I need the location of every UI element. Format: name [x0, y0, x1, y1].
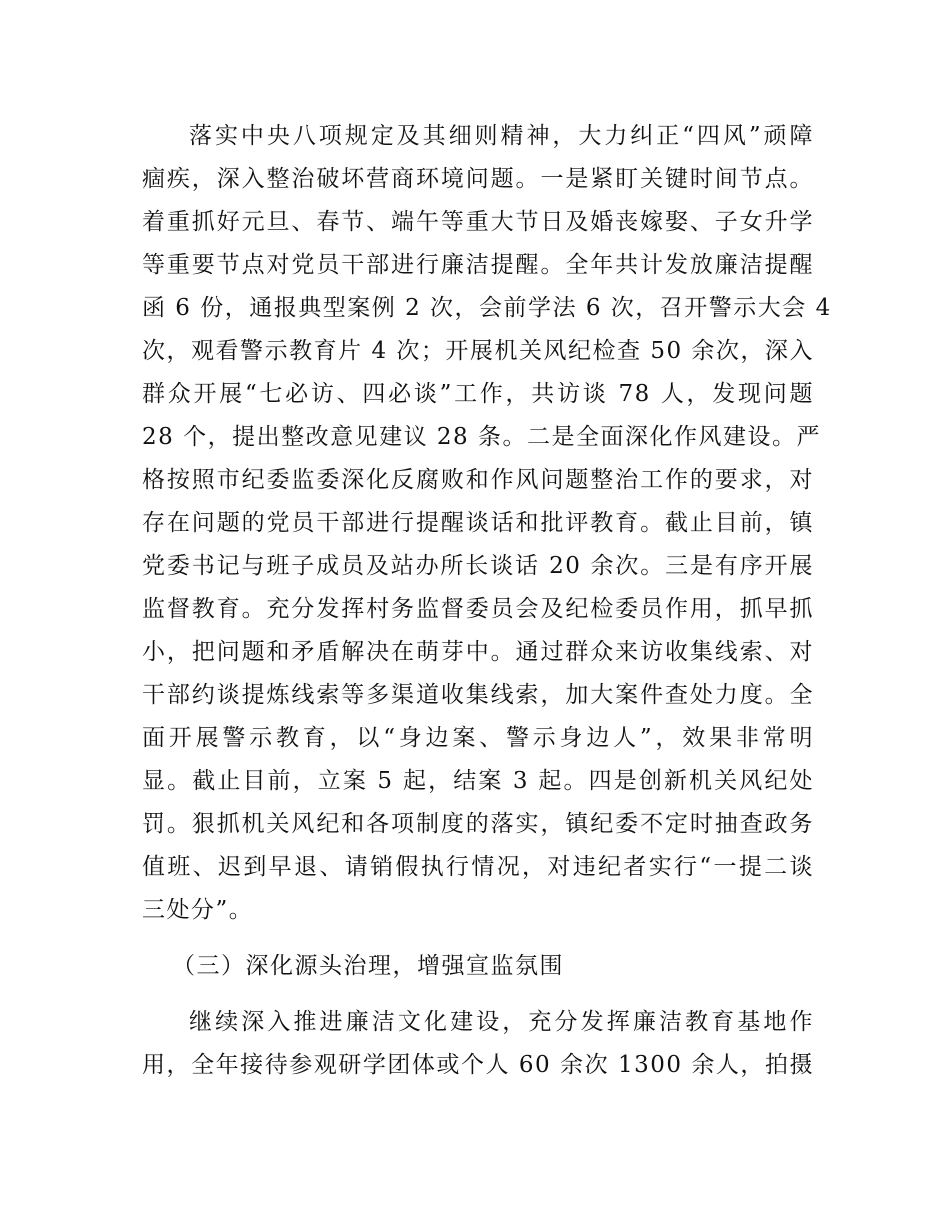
paragraph-1-line-10: 存在问题的党员干部进行提醒谈话和批评教育。截止目前，镇 — [142, 510, 814, 536]
paragraph-2-line-2: 用，全年接待参观研学团体或个人 60 余次 1300 余人，拍摄 — [142, 1052, 814, 1078]
paragraph-1-line-9: 格按照市纪委监委深化反腐败和作风问题整治工作的要求，对 — [142, 467, 814, 493]
paragraph-2-line-1: 继续深入推进廉洁文化建设，充分发挥廉洁教育基地作 — [189, 1009, 814, 1035]
paragraph-1-line-7: 群众开展“七必访、四必谈”工作，共访谈 78 人，发现问题 — [142, 381, 814, 407]
paragraph-1-line-6: 次，观看警示教育片 4 次；开展机关风纪检查 50 余次，深入 — [142, 338, 814, 364]
paragraph-1-line-2: 痼疾，深入整治破坏营商环境问题。一是紧盯关键时间节点。 — [142, 166, 814, 192]
paragraph-1-line-8: 28 个，提出整改意见建议 28 条。二是全面深化作风建设。严 — [142, 424, 821, 450]
paragraph-1-line-14: 干部约谈提炼线索等多渠道收集线索，加大案件查处力度。全 — [142, 682, 814, 708]
section-heading: （三）深化源头治理，增强宣监氛围 — [172, 953, 564, 979]
paragraph-1-line-17: 罚。狠抓机关风纪和各项制度的落实，镇纪委不定时抽查政务 — [142, 811, 814, 837]
paragraph-1-line-19: 三处分”。 — [142, 897, 254, 923]
paragraph-1-line-3: 着重抓好元旦、春节、端午等重大节日及婚丧嫁娶、子女升学 — [142, 209, 814, 235]
paragraph-1-line-5: 函 6 份，通报典型案例 2 次，会前学法 6 次，召开警示大会 4 — [142, 295, 832, 321]
paragraph-1-line-11: 党委书记与班子成员及站办所长谈话 20 余次。三是有序开展 — [142, 553, 814, 579]
paragraph-1-line-4: 等重要节点对党员干部进行廉洁提醒。全年共计发放廉洁提醒 — [142, 252, 814, 278]
paragraph-1-line-1: 落实中央八项规定及其细则精神，大力纠正“四风”顽障 — [189, 123, 814, 149]
paragraph-1-line-15: 面开展警示教育，以“身边案、警示身边人”，效果非常明 — [142, 725, 814, 751]
paragraph-1-line-12: 监督教育。充分发挥村务监督委员会及纪检委员作用，抓早抓 — [142, 596, 814, 622]
paragraph-1-line-16: 显。截止目前，立案 5 起，结案 3 起。四是创新机关风纪处 — [142, 768, 814, 794]
paragraph-1-line-13: 小，把问题和矛盾解决在萌芽中。通过群众来访收集线索、对 — [142, 639, 814, 665]
paragraph-1-line-18: 值班、迟到早退、请销假执行情况，对违纪者实行“一提二谈 — [142, 854, 814, 880]
